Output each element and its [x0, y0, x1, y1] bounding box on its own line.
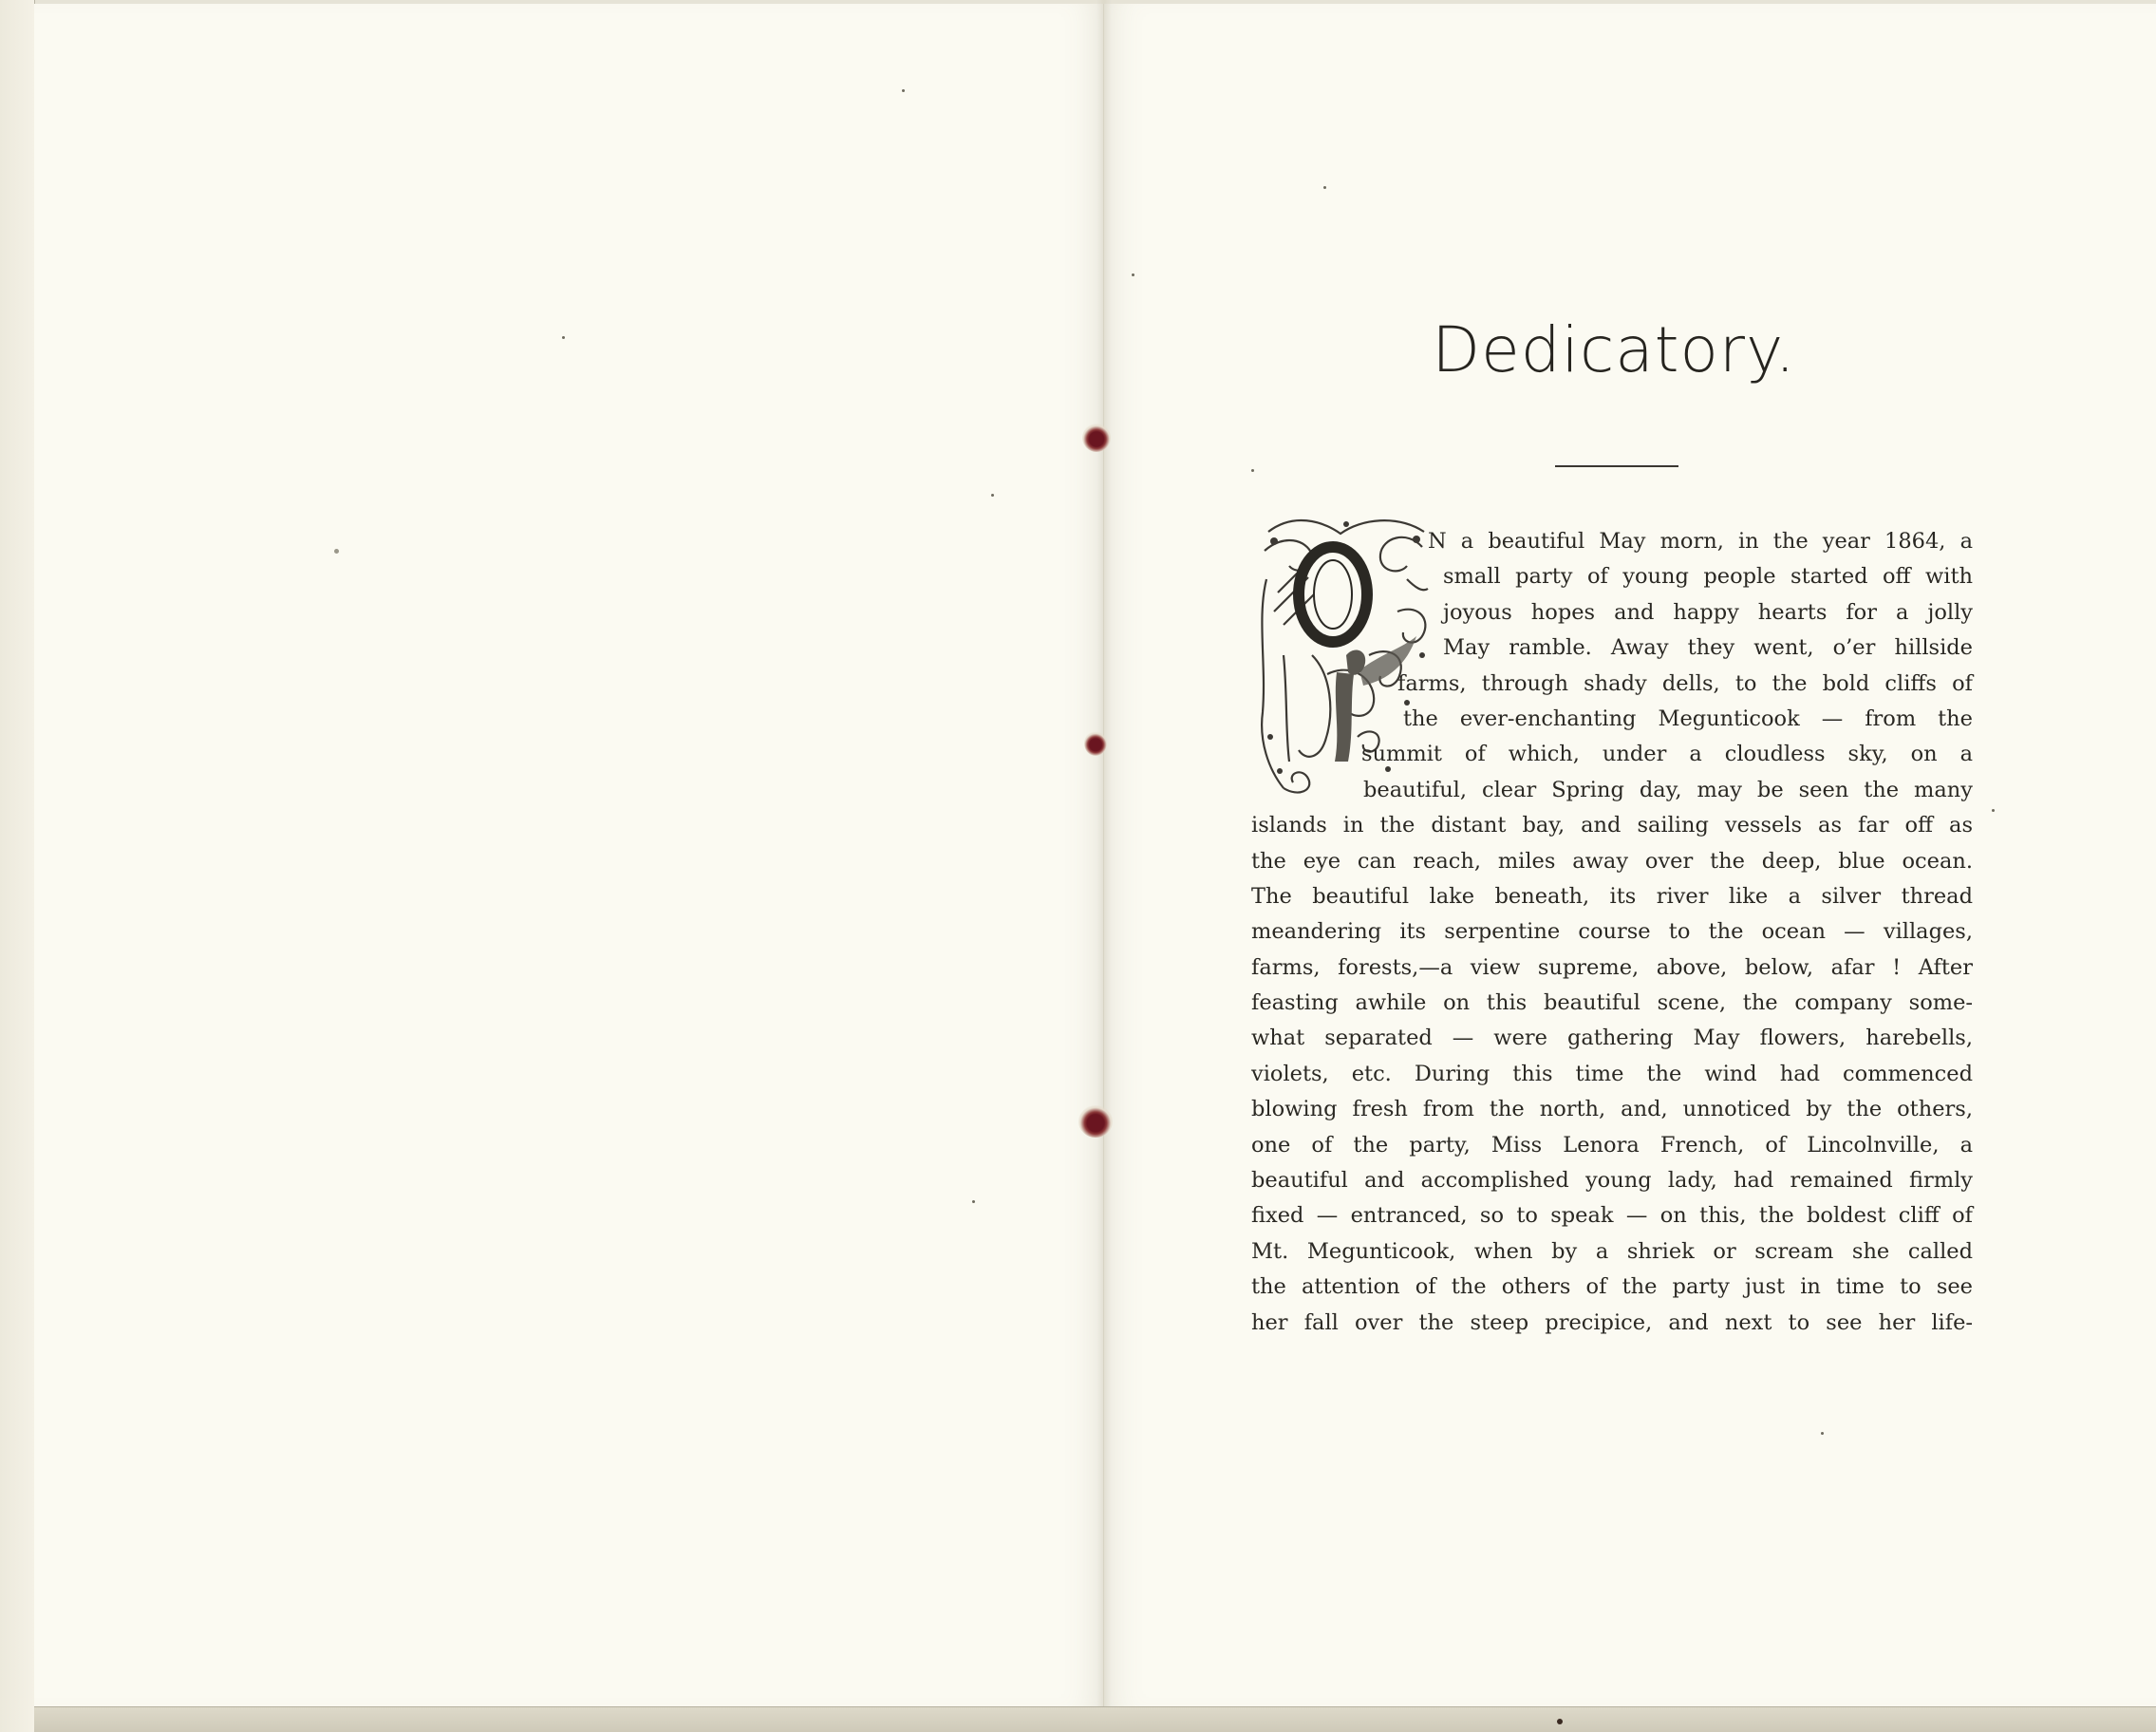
title-rule [1555, 465, 1678, 467]
text-line: blowing fresh from the north, and, unnoticed by the others, [1251, 1097, 1973, 1122]
text-line: summit of which, under a cloudless sky, on a [1361, 742, 1973, 767]
left-page-blank [34, 4, 1104, 1707]
text-line: May ramble. Away they went, o’er hillside [1443, 635, 1973, 661]
paper-speck [1251, 469, 1254, 472]
binding-stitch-hole [1078, 1105, 1113, 1138]
text-line: N a beautiful May morn, in the year 1864, a [1428, 529, 1973, 554]
paper-speck [1323, 186, 1326, 189]
text-line: farms, forests,—a view supreme, above, below, afar ! After [1251, 954, 1973, 980]
dedication-text [1251, 524, 1973, 1341]
text-line: farms, through shady dells, to the bold cliffs of [1397, 670, 1973, 696]
book-edge [0, 0, 35, 1732]
text-line: joyous hopes and happy hearts for a jolly [1443, 599, 1973, 625]
paper-speck [991, 494, 994, 497]
page-title: Dedicatory. [1432, 313, 1796, 386]
text-line: beautiful, clear Spring day, may be seen the many [1363, 777, 1973, 802]
text-line: islands in the distant bay, and sailing vessels as far off as [1251, 813, 1973, 838]
text-line: violets, etc. During this time the wind had commenced [1251, 1061, 1973, 1086]
text-line: one of the party, Miss Lenora French, of Lincolnville, a [1251, 1132, 1973, 1158]
text-line: the ever-enchanting Megunticook — from the [1403, 706, 1973, 731]
text-line: small party of young people started off with [1443, 564, 1973, 590]
paper-speck [902, 89, 905, 92]
text-line: beautiful and accomplished young lady, had remained firmly [1251, 1168, 1973, 1194]
binding-stitch-hole [1084, 731, 1107, 756]
text-line: the attention of the others of the party just in time to see [1251, 1274, 1973, 1300]
text-line: Mt. Megunticook, when by a shriek or scream she called [1251, 1238, 1973, 1264]
text-line: her fall over the steep precipice, and next to see her life- [1251, 1309, 1973, 1335]
text-line: meandering its serpentine course to the ocean — villages, [1251, 919, 1973, 945]
paper-speck [1992, 809, 1995, 812]
paper-speck [1557, 1719, 1563, 1724]
text-line: feasting awhile on this beautiful scene, the company some- [1251, 990, 1973, 1016]
paper-speck [334, 549, 339, 554]
text-line: the eye can reach, miles away over the deep, blue ocean. [1251, 848, 1973, 874]
book-gutter [1097, 0, 1112, 1707]
paper-speck [1821, 1432, 1824, 1435]
paper-speck [972, 1200, 975, 1203]
text-line: fixed — entranced, so to speak — on this, the boldest cliff of [1251, 1203, 1973, 1229]
paper-speck [1132, 273, 1134, 276]
text-line: what separated — were gathering May flowers, harebells, [1251, 1026, 1973, 1051]
book-bottom-edge [34, 1706, 2156, 1732]
binding-stitch-hole [1082, 424, 1111, 452]
paper-speck [562, 336, 565, 339]
text-line: The beautiful lake beneath, its river like a silver thread [1251, 883, 1973, 909]
